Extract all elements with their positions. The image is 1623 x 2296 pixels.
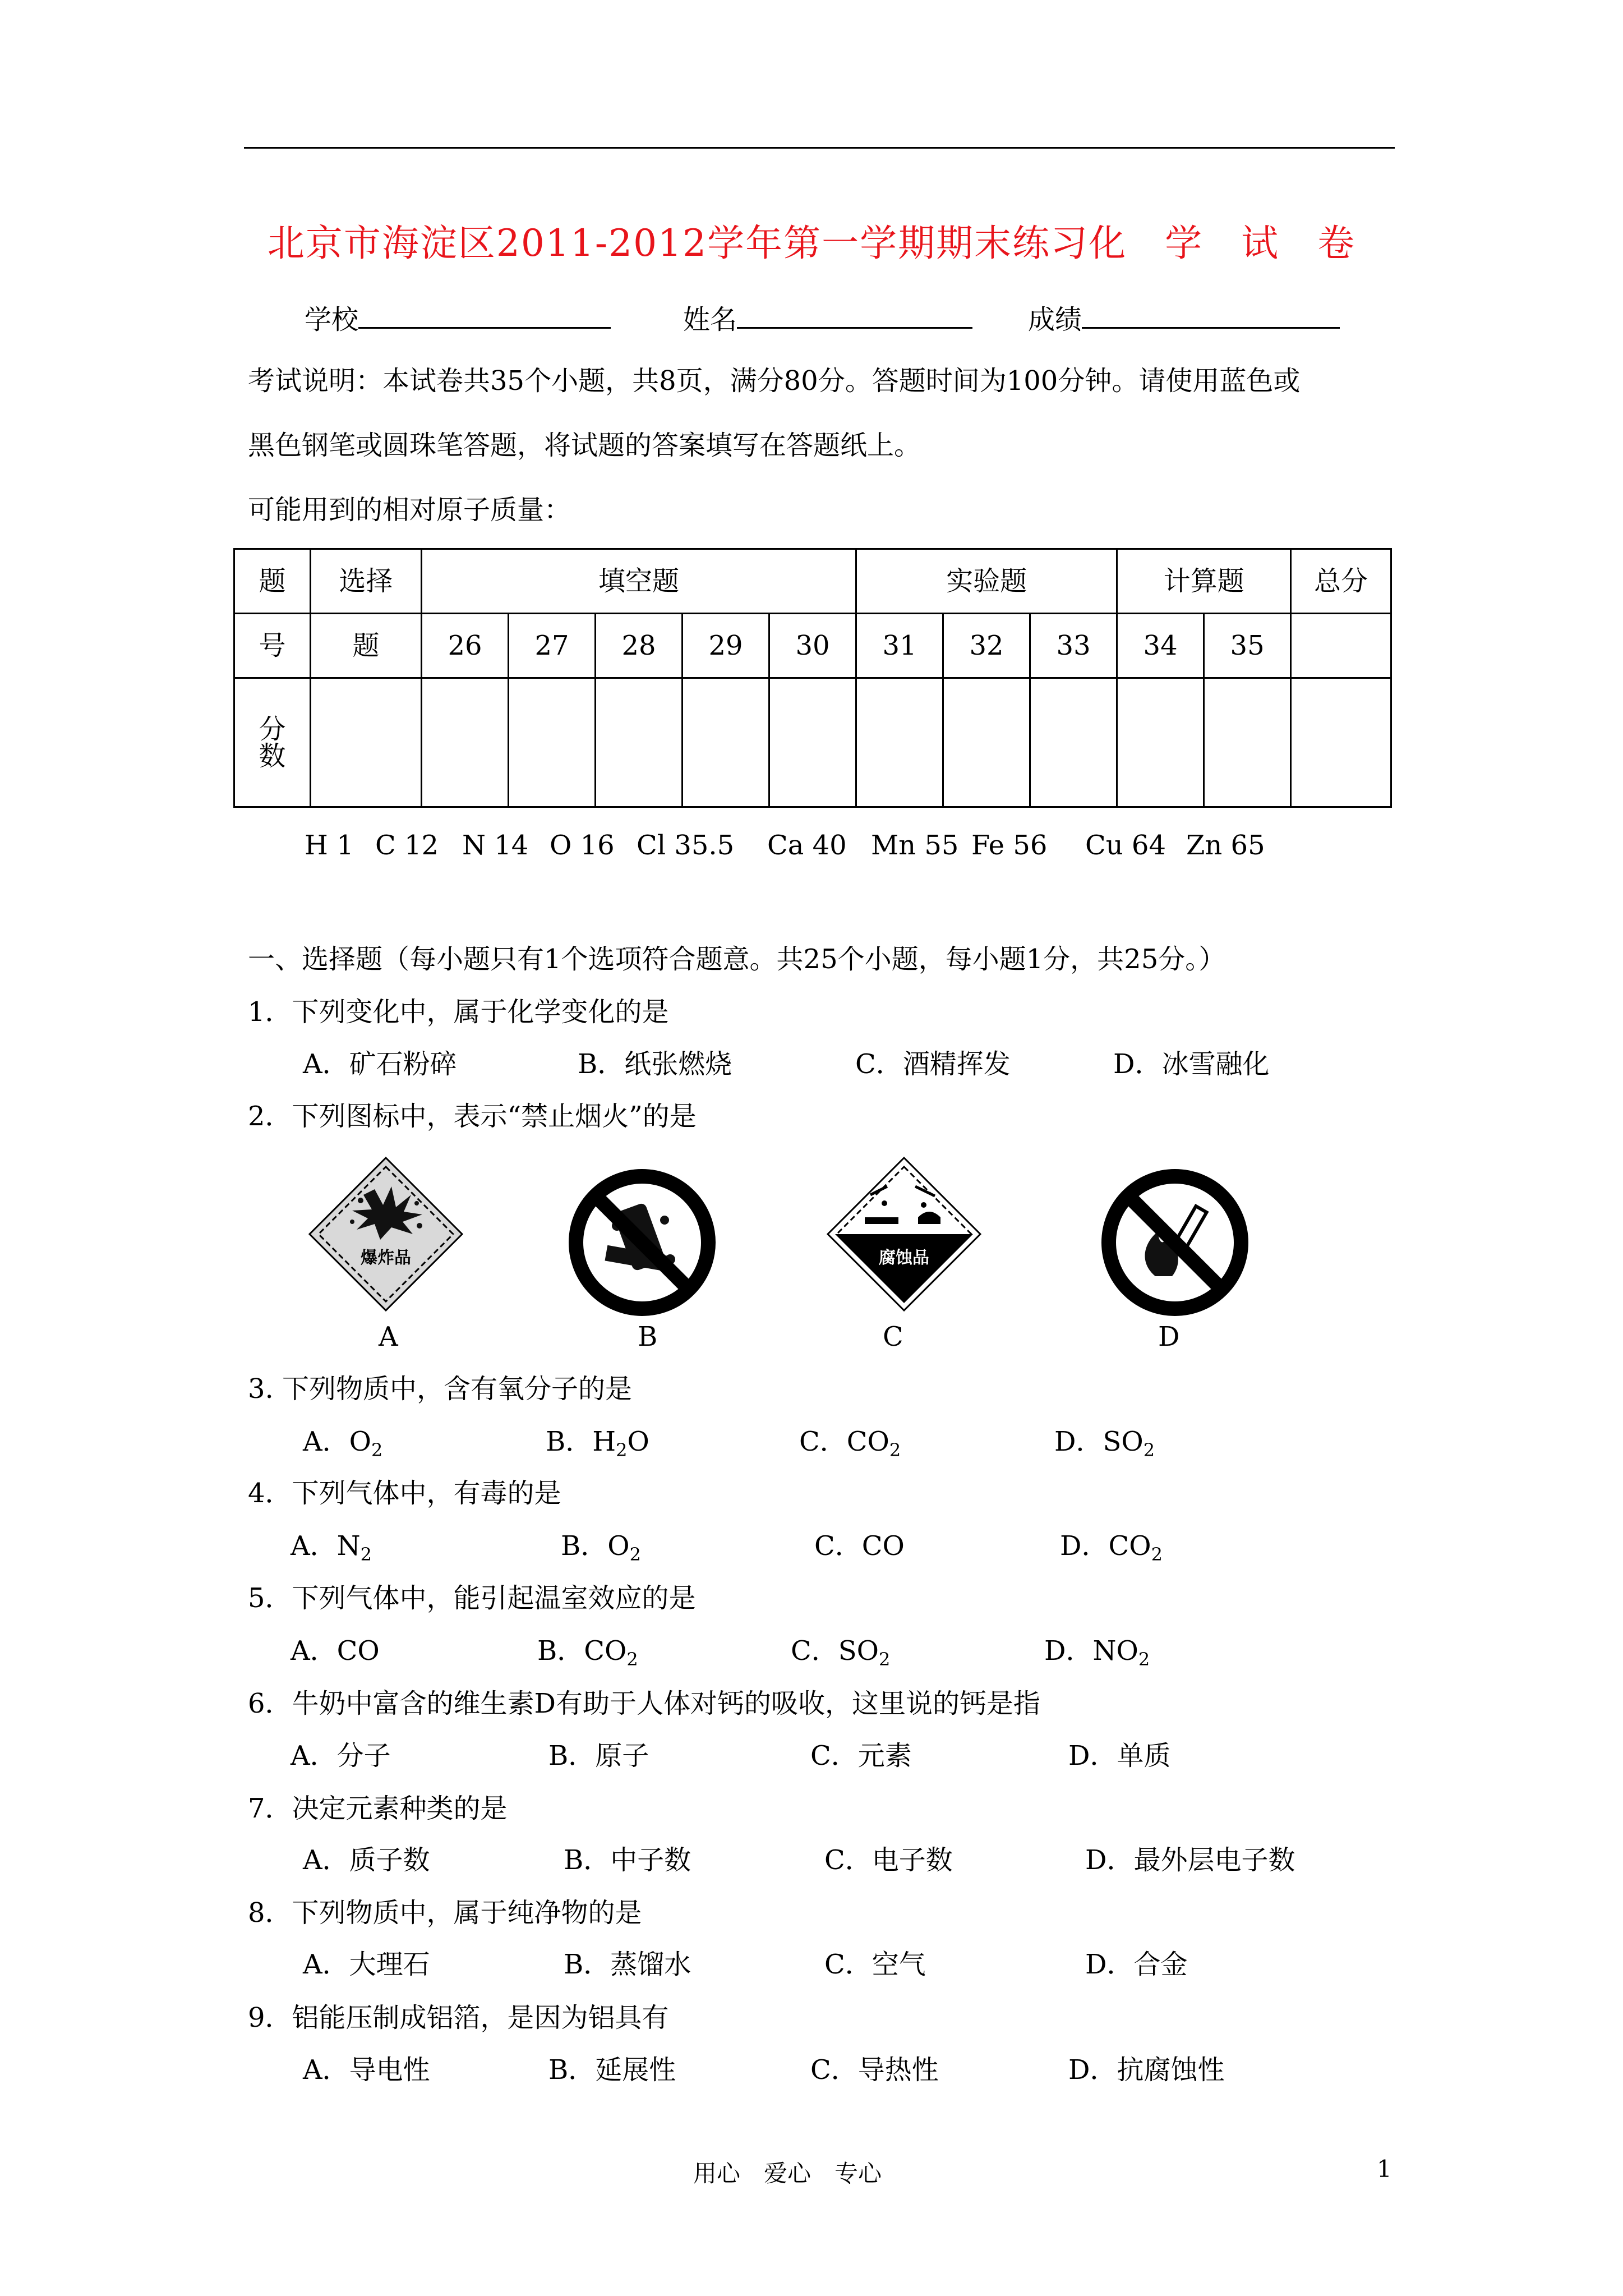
school-label: 学校	[305, 304, 359, 335]
header-rule	[244, 147, 1395, 149]
q9-option-c[interactable]: C．导热性	[810, 2054, 939, 2086]
qnum-34: 34	[1117, 614, 1204, 678]
score-field	[1028, 300, 1340, 333]
icon-label-a: A	[379, 1321, 398, 1352]
footer-motto: 用心 爱心 专心	[693, 2160, 882, 2187]
prohibition-icon[interactable]	[566, 1167, 718, 1318]
icon-label-d: D	[1158, 1321, 1180, 1352]
instructions-line-1: 考试说明：本试卷共35个小题，共8页，满分80分。答题时间为100分钟。请使用蓝色或	[248, 365, 1301, 397]
score-cell[interactable]	[311, 678, 422, 807]
score-cell[interactable]	[422, 678, 509, 807]
question-3-stem: 3. 下列物质中，含有氧分子的是	[248, 1373, 633, 1405]
score-cell[interactable]	[1291, 678, 1391, 807]
qnum-33: 33	[1030, 614, 1117, 678]
page-number: 1	[1377, 2155, 1392, 2183]
qnum-29: 29	[683, 614, 769, 678]
q6-option-a[interactable]: A．分子	[291, 1740, 391, 1772]
atomic-mass-cl: Cl 35.5	[637, 830, 735, 861]
header-total: 总分	[1291, 549, 1391, 614]
score-blank[interactable]	[1082, 300, 1340, 329]
q9-option-d[interactable]: D．抗腐蚀性	[1068, 2054, 1225, 2086]
q1-option-a[interactable]: A．矿石粉碎	[303, 1048, 457, 1080]
atomic-mass-ca: Ca 40	[767, 830, 847, 861]
atomic-mass-fe: Fe 56	[971, 830, 1048, 861]
score-cell[interactable]	[1204, 678, 1291, 807]
q7-option-c[interactable]: C．电子数	[824, 1844, 953, 1876]
atomic-mass-h: H 1	[305, 830, 354, 861]
header-qnum-top: 题	[234, 549, 311, 614]
qnum-30: 30	[769, 614, 856, 678]
q7-option-a[interactable]: A．质子数	[303, 1844, 430, 1876]
question-9-stem: 9．铝能压制成铝箔，是因为铝具有	[248, 2002, 669, 2033]
icon-label-b: B	[638, 1321, 658, 1352]
q5-option-a[interactable]: A．CO	[291, 1635, 380, 1667]
q8-option-b[interactable]: B．蒸馏水	[564, 1949, 691, 1980]
q6-option-b[interactable]: B．原子	[548, 1740, 649, 1772]
qnum-35: 35	[1204, 614, 1291, 678]
total-blank-cell	[1291, 614, 1391, 678]
score-cell[interactable]	[769, 678, 856, 807]
score-cell[interactable]	[856, 678, 943, 807]
school-blank[interactable]	[358, 300, 611, 329]
corrosive-icon[interactable]	[826, 1156, 983, 1313]
atomic-mass-cu: Cu 64	[1085, 830, 1166, 861]
q9-option-b[interactable]: B．延展性	[548, 2054, 676, 2086]
name-label: 姓名	[683, 304, 737, 335]
question-2-stem: 2．下列图标中，表示“禁止烟火”的是	[248, 1101, 697, 1132]
qnum-27: 27	[509, 614, 596, 678]
qnum-26: 26	[422, 614, 509, 678]
question-6-stem: 6．牛奶中富含的维生素D有助于人体对钙的吸收，这里说的钙是指	[248, 1688, 1041, 1719]
qnum-31: 31	[856, 614, 943, 678]
q8-option-a[interactable]: A．大理石	[303, 1949, 430, 1980]
q3-option-d[interactable]: D．$SO_2$	[1054, 1426, 1155, 1461]
header-experiment: 实验题	[856, 549, 1117, 614]
explosive-icon-label: 爆炸品	[361, 1248, 411, 1268]
explosive-icon[interactable]	[307, 1156, 464, 1313]
header-fill: 填空题	[422, 549, 856, 614]
score-cell[interactable]	[943, 678, 1030, 807]
q1-option-d[interactable]: D．冰雪融化	[1113, 1048, 1270, 1080]
atomic-mass-mn: Mn 55	[871, 830, 959, 861]
exam-title: 北京市海淀区2011-2012学年第一学期期末练习化 学 试 卷	[267, 222, 1356, 265]
name-blank[interactable]	[737, 300, 972, 329]
q8-option-c[interactable]: C．空气	[824, 1949, 926, 1980]
school-field	[305, 300, 611, 333]
question-4-stem: 4．下列气体中，有毒的是	[248, 1478, 561, 1509]
score-cell[interactable]	[509, 678, 596, 807]
qnum-32: 32	[943, 614, 1030, 678]
no-fire-icon[interactable]	[1099, 1167, 1251, 1318]
atomic-mass-n: N 14	[462, 830, 529, 861]
question-7-stem: 7．决定元素种类的是	[248, 1793, 508, 1824]
instructions-line-2: 黑色钢笔或圆珠笔答题，将试题的答案填写在答题纸上。	[248, 430, 921, 461]
score-table	[233, 548, 1392, 808]
q1-option-c[interactable]: C．酒精挥发	[855, 1048, 1011, 1080]
q7-option-b[interactable]: B．中子数	[564, 1844, 691, 1876]
score-cell[interactable]	[1030, 678, 1117, 807]
q4-option-d[interactable]: D．$CO_2$	[1060, 1530, 1163, 1565]
header-choice-bottom: 题	[311, 614, 422, 678]
q3-option-c[interactable]: C．$CO_2$	[799, 1426, 901, 1461]
q4-option-b[interactable]: B．$O_2$	[561, 1530, 641, 1565]
section-1-heading: 一、选择题（每小题只有1个选项符合题意。共25个小题，每小题1分，共25分。）	[248, 944, 1226, 975]
name-field	[683, 300, 972, 333]
question-8-stem: 8．下列物质中，属于纯净物的是	[248, 1897, 642, 1929]
score-cell[interactable]	[596, 678, 683, 807]
atomic-mass-c: C 12	[375, 830, 439, 861]
header-calc: 计算题	[1117, 549, 1291, 614]
atomic-mass-label: 可能用到的相对原子质量：	[248, 494, 571, 526]
score-cell[interactable]	[1117, 678, 1204, 807]
q1-option-b[interactable]: B．纸张燃烧	[578, 1048, 732, 1080]
question-1-stem: 1．下列变化中，属于化学变化的是	[248, 996, 669, 1028]
q4-option-a[interactable]: A．$N_2$	[291, 1530, 372, 1565]
icon-label-c: C	[883, 1321, 903, 1352]
corrosive-icon-label: 腐蚀品	[879, 1248, 929, 1268]
q3-option-b[interactable]: B．$H_2O$	[546, 1426, 649, 1461]
header-choice-top: 选择	[311, 549, 422, 614]
q6-option-c[interactable]: C．元素	[810, 1740, 912, 1772]
question-5-stem: 5．下列气体中，能引起温室效应的是	[248, 1582, 696, 1614]
q3-option-a[interactable]: A．$O_2$	[303, 1426, 383, 1461]
q7-option-d[interactable]: D．最外层电子数	[1085, 1844, 1295, 1876]
score-label-top: 分	[259, 713, 286, 745]
q5-option-c[interactable]: C．$SO_2$	[791, 1635, 891, 1670]
atomic-mass-o: O 16	[550, 830, 615, 861]
q8-option-d[interactable]: D．合金	[1085, 1949, 1188, 1980]
score-label: 成绩	[1028, 304, 1082, 335]
atomic-mass-zn: Zn 65	[1186, 830, 1265, 861]
header-qnum-bottom: 号	[234, 614, 311, 678]
q9-option-a[interactable]: A．导电性	[303, 2054, 430, 2086]
q4-option-c[interactable]: C．CO	[814, 1530, 905, 1562]
q6-option-d[interactable]: D．单质	[1068, 1740, 1171, 1772]
score-label-bottom: 数	[259, 740, 286, 772]
q5-option-d[interactable]: D．$NO_2$	[1044, 1635, 1150, 1670]
score-row-label	[234, 678, 311, 807]
score-cell[interactable]	[683, 678, 769, 807]
q5-option-b[interactable]: B．$CO_2$	[537, 1635, 638, 1670]
qnum-28: 28	[596, 614, 683, 678]
